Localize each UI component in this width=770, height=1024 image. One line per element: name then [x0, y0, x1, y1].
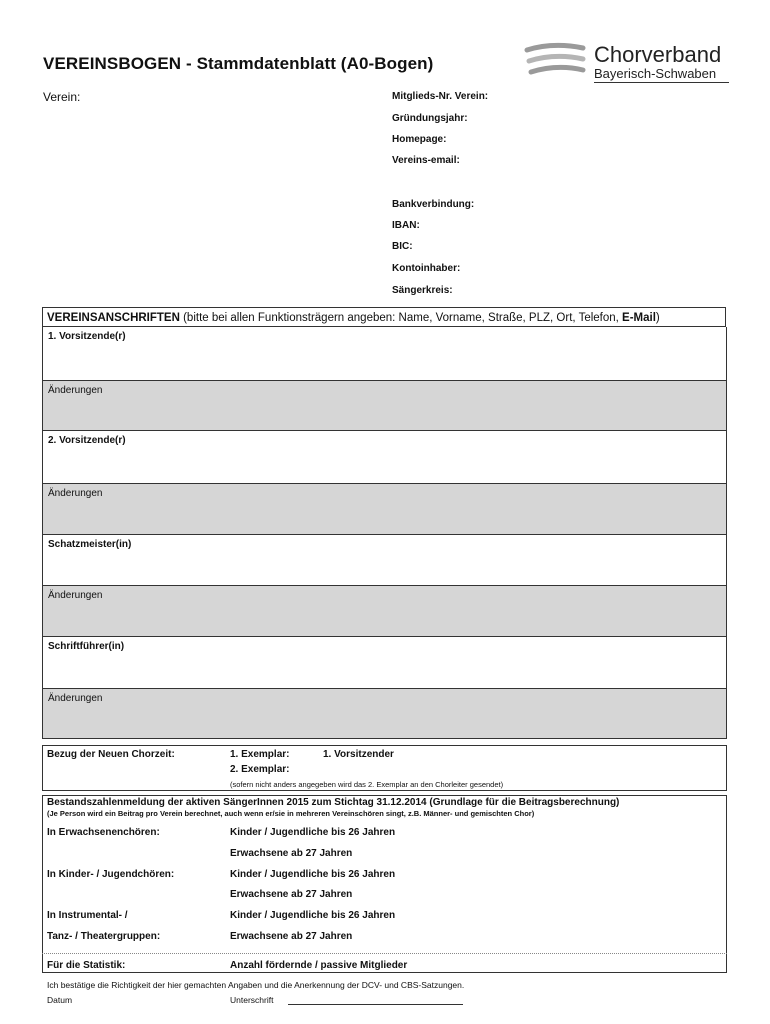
bezug-note: (sofern nicht anders angegeben wird das 2. Exemplar an den Chorleiter gesendet) — [230, 780, 504, 789]
chorverband-logo-icon — [523, 40, 589, 80]
verein-label: Verein: — [43, 90, 81, 104]
instr-erwachsene-label[interactable]: Erwachsene ab 27 Jahren — [230, 931, 353, 942]
kinderchoere-label: In Kinder- / Jugendchören: — [47, 869, 175, 880]
bankverbindung-label: Bankverbindung: — [392, 199, 475, 210]
exemplar1-value: 1. Vorsitzender — [323, 749, 394, 760]
gruendungsjahr-label: Gründungsjahr: — [392, 113, 468, 124]
statistik-value[interactable]: Anzahl fördernde / passive Mitglieder — [230, 960, 408, 971]
statistik-label: Für die Statistik: — [47, 960, 126, 971]
saengerkreis-label: Sängerkreis: — [392, 285, 453, 296]
exemplar2-label: 2. Exemplar: — [230, 764, 290, 775]
bestand-title: Bestandszahlenmeldung der aktiven SängerInnen 2015 zum Stichtag 31.12.2014 (Grundlage für die Beitragsberechnung) — [47, 797, 620, 808]
bestand-subtitle: (Je Person wird ein Beitrag pro Verein berechnet, auch wenn er/sie in mehreren Vereinschören singt, z.B. Männer- und gemischten Chor) — [47, 809, 535, 818]
bic-label: BIC: — [392, 241, 413, 252]
vereinsanschriften-hint: (bitte bei allen Funktionsträgern angeben: Name, Vorname, Straße, PLZ, Ort, Telefon, — [179, 312, 623, 324]
erw-kinder-label[interactable]: Kinder / Jugendliche bis 26 Jahren — [230, 827, 396, 838]
signature-line[interactable] — [288, 1004, 463, 1005]
iban-label: IBAN: — [392, 220, 420, 231]
bestand-box — [42, 795, 727, 973]
instr-kinder-label[interactable]: Kinder / Jugendliche bis 26 Jahren — [230, 910, 396, 921]
homepage-label: Homepage: — [392, 134, 447, 145]
confirmation-text: Ich bestätige die Richtigkeit der hier gemachten Angaben und die Anerkennung der DCV- und CBS-Satzungen. — [47, 980, 465, 990]
erw-erwachsene-label[interactable]: Erwachsene ab 27 Jahren — [230, 848, 353, 859]
instrumental-label: In Instrumental- / — [47, 910, 128, 921]
tanz-label: Tanz- / Theatergruppen: — [47, 931, 161, 942]
vereinsanschriften-header — [42, 307, 726, 327]
vereinsanschriften-title: VEREINSANSCHRIFTEN — [47, 312, 180, 324]
vorsitzender2-row[interactable]: 2. Vorsitzende(r) — [42, 431, 727, 484]
schriftfuehrer-row[interactable]: Schriftführer(in) — [42, 637, 727, 689]
kontoinhaber-label: Kontoinhaber: — [392, 263, 461, 274]
logo-subtitle: Bayerisch-Schwaben — [594, 66, 717, 81]
hint-close: ) — [655, 312, 660, 324]
logo-underline — [594, 82, 729, 83]
exemplar1-label: 1. Exemplar: — [230, 749, 290, 760]
kinder-kinder-label[interactable]: Kinder / Jugendliche bis 26 Jahren — [230, 869, 396, 880]
kinder-erwachsene-label[interactable]: Erwachsene ab 27 Jahren — [230, 889, 353, 900]
vereins-email-label: Vereins-email: — [392, 155, 460, 166]
schatzmeister-aenderungen-row[interactable]: Änderungen — [42, 586, 727, 637]
unterschrift-label: Unterschrift — [230, 995, 274, 1005]
vorsitzender1-row[interactable]: 1. Vorsitzende(r) — [42, 327, 727, 381]
page-title: VEREINSBOGEN - Stammdatenblatt (A0-Bogen) — [43, 54, 434, 73]
logo-title: Chorverband — [594, 42, 722, 67]
datum-label: Datum — [47, 995, 73, 1005]
vorsitzender2-aenderungen-row[interactable]: Änderungen — [42, 484, 727, 535]
schriftfuehrer-aenderungen-row[interactable]: Änderungen — [42, 689, 727, 739]
statistik-divider — [42, 953, 727, 954]
vorsitzender1-aenderungen-row[interactable]: Änderungen — [42, 381, 727, 431]
schatzmeister-row[interactable]: Schatzmeister(in) — [42, 535, 727, 586]
email-hint: E-Mail — [622, 312, 656, 324]
mitglieds-nr-label: Mitglieds-Nr. Verein: — [392, 91, 489, 102]
erwachsenenchoere-label: In Erwachsenenchören: — [47, 827, 160, 838]
bezug-label: Bezug der Neuen Chorzeit: — [47, 749, 175, 760]
